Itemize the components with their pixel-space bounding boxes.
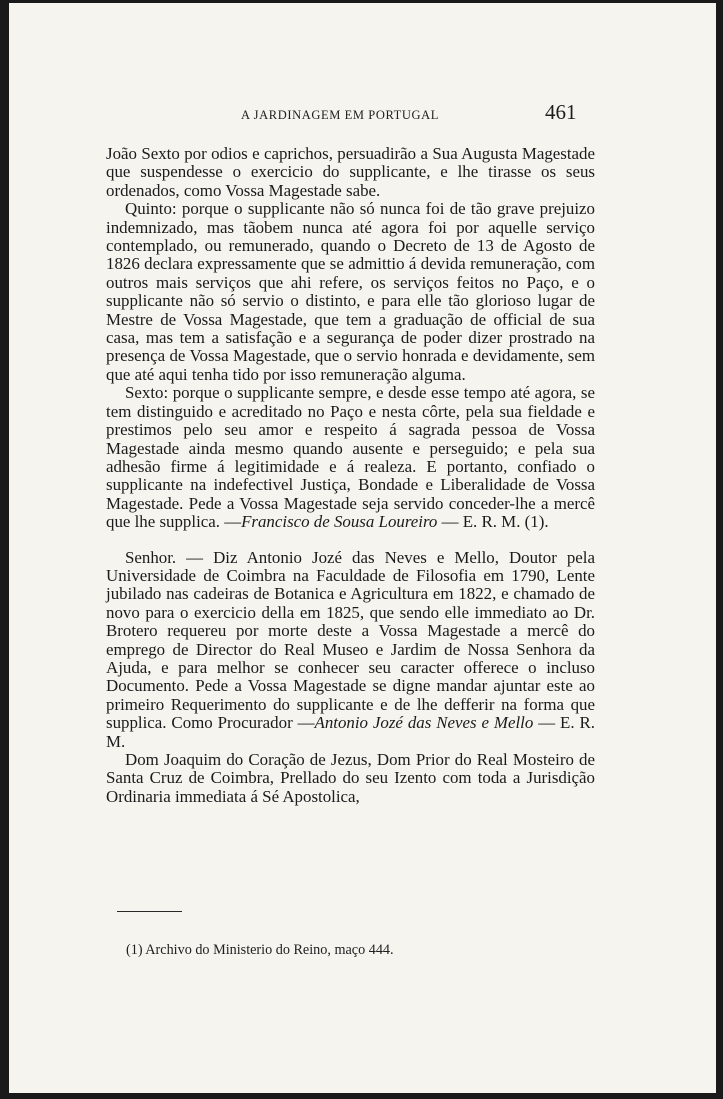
paragraph-continuation: João Sexto por odios e caprichos, persuadirão a Sua Augusta Magestade que suspendesse o exercicio do supplicante, e lhe tirasse os seus ordenados, como Vossa Magestade sabe.: [106, 144, 595, 200]
book-page: [9, 3, 716, 1093]
closing-erm: — E. R. M. (1).: [437, 512, 549, 532]
paragraph-quinto: Quinto: porque o supplicante não só nunca foi de tão grave prejuizo indemnizado, mas tãobem nunca até agora foi por aquelle serviço contemplado, ou remunerado, quando o Decreto de 13 de Agosto de 1826 declara expressamente que se admittio á devida remuneração, com outros mais serviços que ahi refere, os serviços feitos no Paço, e o supplicante não só servio o distinto, e para elle tão glorioso lugar de Mestre de Vossa Magestade, que tem a graduação de official de sua casa, mas tem a satisfação e a segurança de poder dizer prostrado na presença de Vossa Magestade, que o servio honrada e devidamente, sem que até aqui tenha tido por isso remuneração alguma.: [106, 199, 595, 384]
paragraph-sexto-text: Sexto: porque o supplicante sempre, e desde esse tempo até agora, se tem distinguido e acreditado no Paço e nesta côrte, pela sua fieldade e prestimos pelo seu amor e respeito á sagrada pessoa de Vossa Magestade ainda mesmo quando ausente e perseguido; e pela sua adhesão firme á legitimidade e á realeza. E portanto, confiado o supplicante na indefectivel Justiça, Bondade e Liberalidade de Vossa Magestade. Pede a Vossa Magestade seja servido conceder-lhe a mercê que lhe supplica. —: [106, 383, 595, 532]
footnote-divider: [117, 911, 182, 912]
signature-mello: Antonio Jozé das Neves e Mello: [314, 713, 534, 733]
page-header: [9, 100, 716, 130]
closing-erm-2: — E. R. M.: [106, 713, 595, 751]
signature-loureiro: Francisco de Sousa Loureiro: [241, 512, 438, 532]
footnote: (1) Archivo do Ministerio do Reino, maço 444.: [126, 942, 394, 958]
running-title: A JARDINAGEM EM PORTUGAL: [241, 108, 440, 122]
paragraph-sexto: [106, 384, 595, 531]
page-number: 461: [545, 100, 577, 124]
paragraph-senhor: [106, 549, 595, 751]
page-body: [106, 145, 595, 806]
paragraph-senhor-text: Senhor. — Diz Antonio Jozé das Neves e Mello, Doutor pela Universidade de Coimbra na Faculdade de Filosofia em 1790, Lente jubilado nas cadeiras de Botanica e Agricultura em 1822, e chamado de novo para o exercicio della em 1825, que sendo elle immediato ao Dr. Brotero requereu por morte deste a Vossa Magestade a mercê do emprego de Director do Real Museo e Jardim de Nossa Senhora da Ajuda, e para melhor se conhecer seu caracter offerece o incluso Documento. Pede a Vossa Magestade se digne mandar ajuntar este ao primeiro Requerimento do supplicante e de lhe defferir na forma que supplica. Como Procurador —: [106, 547, 595, 733]
paragraph-dom-joaquim: Dom Joaquim do Coração de Jezus, Dom Prior do Real Mosteiro de Santa Cruz de Coimbra, Prellado do seu Izento com toda a Jurisdição Ordinaria immediata á Sé Apostolica,: [106, 750, 595, 806]
